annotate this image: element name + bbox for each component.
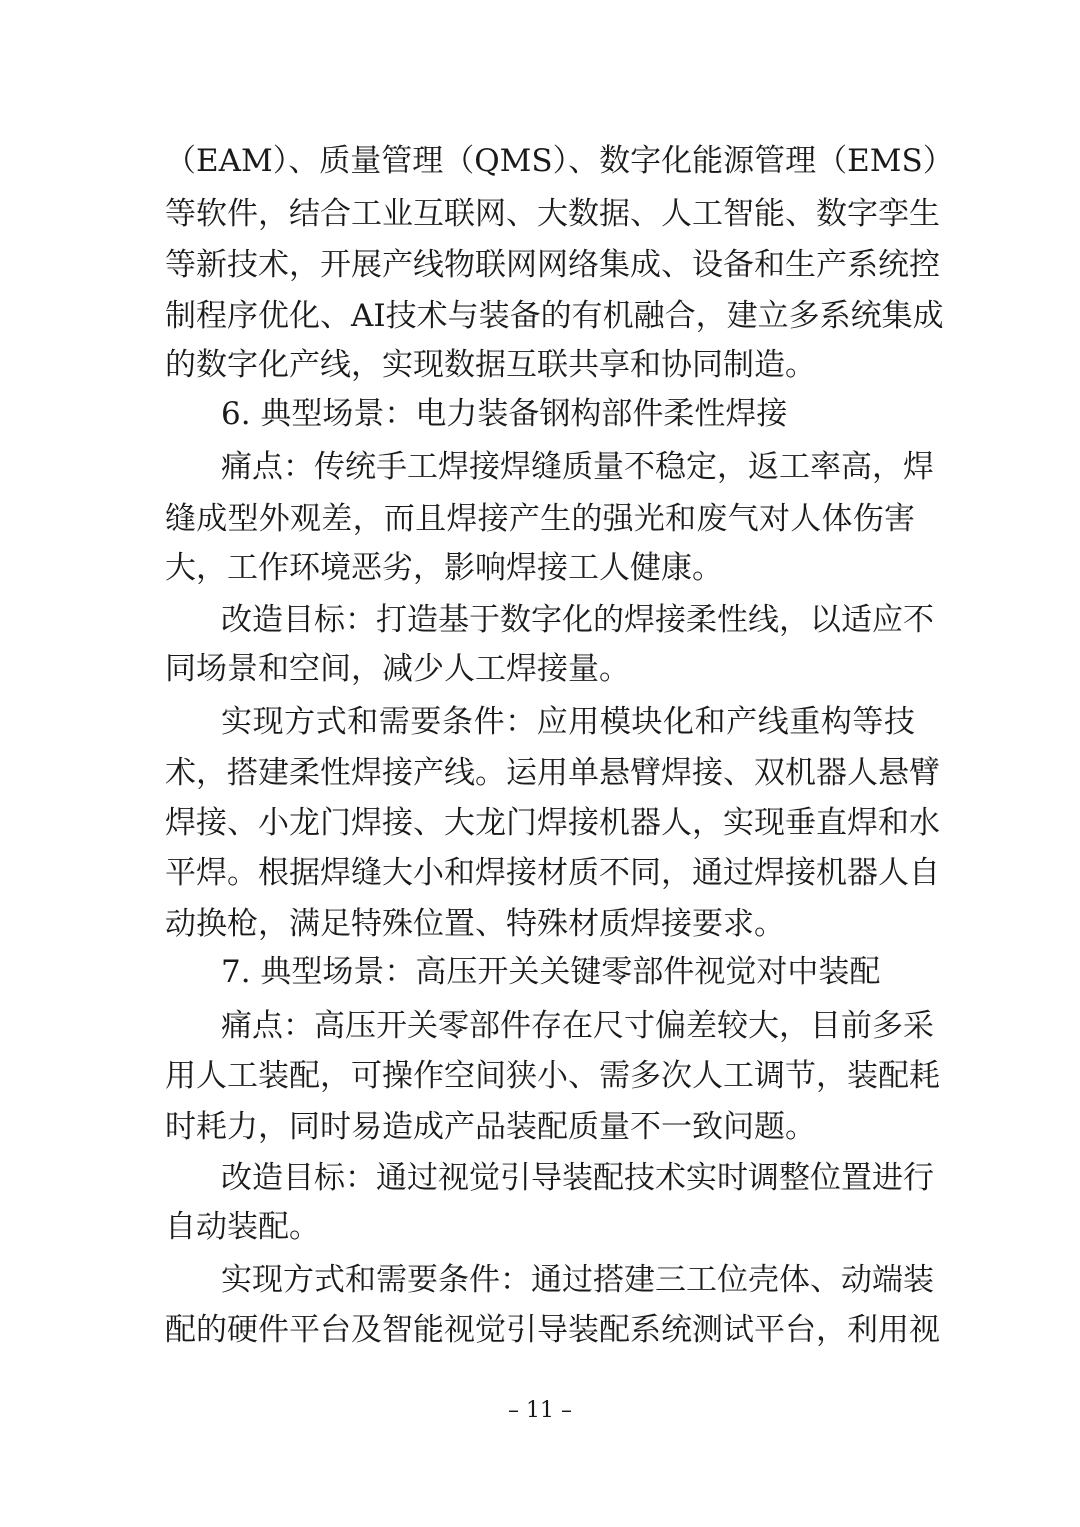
paragraph-line: 制程序优化、AI技术与装备的有机融合，建立多系统集成 [165,298,944,334]
paragraph-line: 痛点：传统手工焊接焊缝质量不稳定，返工率高，焊 [221,449,934,485]
section-heading: 6. 典型场景：电力装备钢构部件柔性焊接 [221,396,788,432]
paragraph-line: 改造目标：通过视觉引导装配技术实时调整位置进行 [221,1160,934,1196]
section-heading: 7. 典型场景：高压开关关键零部件视觉对中装配 [221,954,881,990]
paragraph-line: 平焊。根据焊缝大小和焊接材质不同，通过焊接机器人自 [165,855,940,891]
paragraph-line: 痛点：高压开关零部件存在尺寸偏差较大，目前多采 [221,1008,934,1044]
paragraph-line: 配的硬件平台及智能视觉引导装配系统测试平台，利用视 [165,1312,940,1348]
paragraph-line: 用人工装配，可操作空间狭小、需多次人工调节，装配耗 [165,1058,940,1094]
paragraph-line: 时耗力，同时易造成产品装配质量不一致问题。 [165,1109,816,1145]
paragraph-line: 实现方式和需要条件：应用模块化和产线重构等技 [221,704,915,740]
paragraph-line: 大，工作环境恶劣，影响焊接工人健康。 [165,550,723,586]
page-number: – 11 – [508,1398,572,1423]
paragraph-line: 同场景和空间，减少人工焊接量。 [165,651,630,687]
paragraph-line: 改造目标：打造基于数字化的焊接柔性线，以适应不 [221,602,934,638]
paragraph-line: 焊接、小龙门焊接、大龙门焊接机器人，实现垂直焊和水 [165,805,940,841]
paragraph-line: 自动装配。 [165,1209,320,1245]
paragraph-line: 等软件，结合工业互联网、大数据、人工智能、数字孪生 [165,196,940,232]
paragraph-line: 动换枪，满足特殊位置、特殊材质焊接要求。 [165,906,785,942]
paragraph-line: 缝成型外观差，而且焊接产生的强光和废气对人体伤害 [165,501,915,537]
paragraph-line: 实现方式和需要条件：通过搭建三工位壳体、动端装 [221,1262,934,1298]
paragraph-line: （EAM）、质量管理（QMS）、数字化能源管理（EMS） [165,143,954,179]
paragraph-line: 术，搭建柔性焊接产线。运用单悬臂焊接、双机器人悬臂 [165,755,940,791]
paragraph-line: 等新技术，开展产线物联网网络集成、设备和生产系统控 [165,247,940,283]
paragraph-line: 的数字化产线，实现数据互联共享和协同制造。 [165,347,816,383]
